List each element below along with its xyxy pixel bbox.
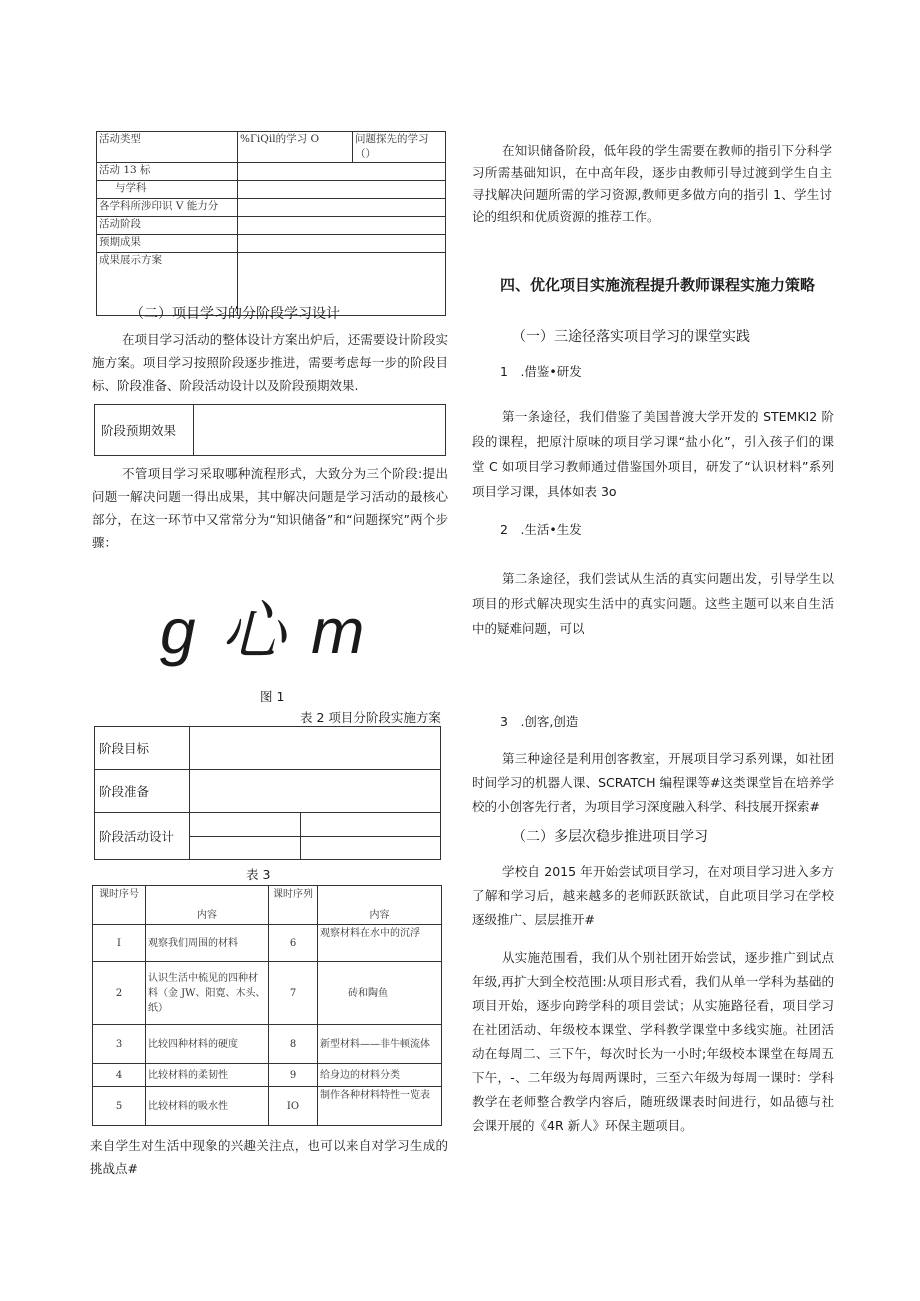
figure-caption: 图 1 [260, 689, 285, 704]
table-cell [301, 836, 441, 860]
table-cell: 7 [269, 962, 318, 1025]
table-cell: 活动 13 标 [97, 163, 238, 181]
table-row [97, 235, 446, 253]
table-row [97, 163, 446, 181]
table-cell: 8 [269, 1025, 318, 1064]
table-cell: 阶段预期效果 [95, 405, 194, 456]
table-row [97, 181, 446, 199]
list-item-heading: 2 .生活•生发 [500, 522, 582, 537]
table-header-cell: 课时序列 [269, 886, 318, 925]
table-cell [238, 217, 446, 235]
table-cell: 比较材料的吸水性 [146, 1087, 269, 1126]
figure-1-image: g 心 m [160, 595, 369, 667]
table-cell: 观察材料在水中的沉浮 [318, 925, 442, 962]
table-cell [190, 813, 301, 837]
list-item-heading: 3 .创客,创造 [500, 714, 579, 729]
table-cell: 5 [93, 1087, 146, 1126]
table-header-cell: 课时序号 [93, 886, 146, 925]
table-cell [238, 199, 446, 217]
paragraph: 在知识储备阶段，低年段的学生需要在教师的指引下分科学习所需基础知识，在中高年段，逐步由教师引导过渡到学生自主寻找解决问题所需的学习资源,教师更多做方向的指引 1、学生讨论的组织和优质资源的推荐工作。 [472, 143, 832, 224]
table-cell: 认识生活中梳见的四种材料（金 JW、阳寛、木头、纸） [146, 962, 269, 1025]
paragraph: 第二条途径，我们尝试从生活的真实问题出发，引导学生以项目的形式解决现实生活中的真实问题。这些主题可以来自生活中的疑难问题，可以 [472, 571, 834, 636]
list-item-heading: 1 .借鉴•研发 [500, 364, 582, 379]
table-cell [301, 813, 441, 837]
paragraph: 在项目学习活动的整体设计方案出炉后，还需要设计阶段实施方案。项目学习按照阶段逐步推进，需要考虑每一步的阶段目标、阶段准备、阶段活动设计以及阶段预期效果. [92, 332, 448, 393]
table-row [95, 405, 446, 456]
table-row [95, 770, 441, 813]
table-cell: 阶段目标 [95, 727, 190, 770]
table-cell [190, 727, 441, 770]
table-caption: 表 3 [246, 867, 271, 882]
table-cell: 3 [93, 1025, 146, 1064]
table-cell: 新型材料——非牛顿流体 [318, 1025, 442, 1064]
table-header-cell: 内容 [318, 886, 442, 925]
stage-result-table [94, 404, 446, 456]
table-row [97, 132, 446, 163]
activity-design-table [96, 131, 446, 316]
table-cell [194, 405, 446, 456]
table-cell [238, 235, 446, 253]
table-row [93, 1025, 442, 1064]
table-header-row [93, 886, 442, 925]
table-cell: 与学科 [97, 181, 238, 199]
table-cell: 预期成果 [97, 235, 238, 253]
table-cell: 砖和陶鱼 [318, 962, 442, 1025]
table-cell: 成果展示方案 [97, 253, 238, 316]
table-cell [190, 836, 301, 860]
table-row [93, 925, 442, 962]
paragraph: 学校自 2015 年开始尝试项目学习，在对项目学习进入多方了解和学习后，越来越多的老师跃跃欲试，自此项目学习在学校逐级推广、层层推开# [472, 864, 834, 927]
stage-plan-table [94, 726, 441, 860]
table-cell: 2 [93, 962, 146, 1025]
table-row [95, 727, 441, 770]
subsection-heading: （二）多层次稳步推进项目学习 [512, 829, 708, 845]
table-row [97, 217, 446, 235]
table-header-cell: 内容 [146, 886, 269, 925]
paragraph: 第三种途径是利用创客教室，开展项目学习系列课，如社团时间学习的机器人课、SCRATCH 编程课等#这类课堂旨在培养学校的小创客先行者，为项目学习深度融入科学、科技展开探索# [472, 751, 834, 814]
table-cell: IO [269, 1087, 318, 1126]
table-cell: I [93, 925, 146, 962]
table-cell: 给身边的材料分类 [318, 1064, 442, 1087]
table-cell: 比较四种材料的硬度 [146, 1025, 269, 1064]
paragraph: 从实施范围看，我们从个别社团开始尝试，逐步推广到试点年级,再扩大到全校范围:从项目形式看，我们从单一学科为基础的项目开始，逐步向跨学科的项目尝试；从实施路径看，项目学习在社团活动、年级校本课堂、学科教学课堂中多线实施。社团活动在每周二、三下午，每次时长为一小时;年级校本课堂在每周五下午，-、二年级为每周两课时，三至六年级为每周一课时：学科教学在老师整合教学内容后，随班级课表时间进行，如品德与社会课开展的《4R 新人》环保主题项目。 [472, 950, 834, 1133]
table-row [93, 1064, 442, 1087]
table-cell: 9 [269, 1064, 318, 1087]
table-cell: 各学科所涉印识 V 能力分 [97, 199, 238, 217]
table-caption: 表 2 项目分阶段实施方案 [300, 710, 441, 725]
table-cell [190, 770, 441, 813]
lesson-schedule-table [92, 885, 442, 1126]
section-heading: （二）项目学习的分阶段学习设计 [130, 306, 340, 322]
paragraph: 不管项目学习采取哪种流程形式，大致分为三个阶段:提出问题一解决问题一得出成果，其中解决问题是学习活动的最核心部分，在这一环节中又常常分为“知识储备”和“问题探究”两个步骤： [92, 466, 448, 550]
table-cell: 活动阶段 [97, 217, 238, 235]
table-cell: 观察我们周围的材料 [146, 925, 269, 962]
table-cell: 阶段活动设计 [95, 813, 190, 860]
table-cell: 问题探先的学习（） [353, 132, 446, 163]
paragraph: 第一条途径，我们借鉴了美国普渡大学开发的 STEMKI2 阶段的课程，把原汁原味的项目学习课“盐小化”，引入孩子们的课堂 C 如项目学习教师通过借鉴国外项目，研发了“认识材料”系列项目学习课，具体如表 3o [472, 409, 834, 499]
table-row [93, 962, 442, 1025]
table-cell [238, 163, 446, 181]
table-row [97, 199, 446, 217]
table-cell: 6 [269, 925, 318, 962]
table-row [95, 813, 441, 837]
table-cell: 制作各种材料特性一览表 [318, 1087, 442, 1126]
table-cell: %ГiQil的学习 O [238, 132, 353, 163]
table-cell: 活动类型 [97, 132, 238, 163]
table-cell [238, 181, 446, 199]
subsection-heading: （一）三途径落实项目学习的课堂实践 [512, 329, 750, 345]
table-cell: 阶段准备 [95, 770, 190, 813]
paragraph: 来自学生对生活中现象的兴趣关注点，也可以来自对学习生成的挑战点# [90, 1138, 448, 1176]
table-cell: 比较材料的柔韧性 [146, 1064, 269, 1087]
table-cell: 4 [93, 1064, 146, 1087]
table-row [93, 1087, 442, 1126]
section-heading: 四、优化项目实施流程提升教师课程实施力策略 [500, 276, 816, 294]
